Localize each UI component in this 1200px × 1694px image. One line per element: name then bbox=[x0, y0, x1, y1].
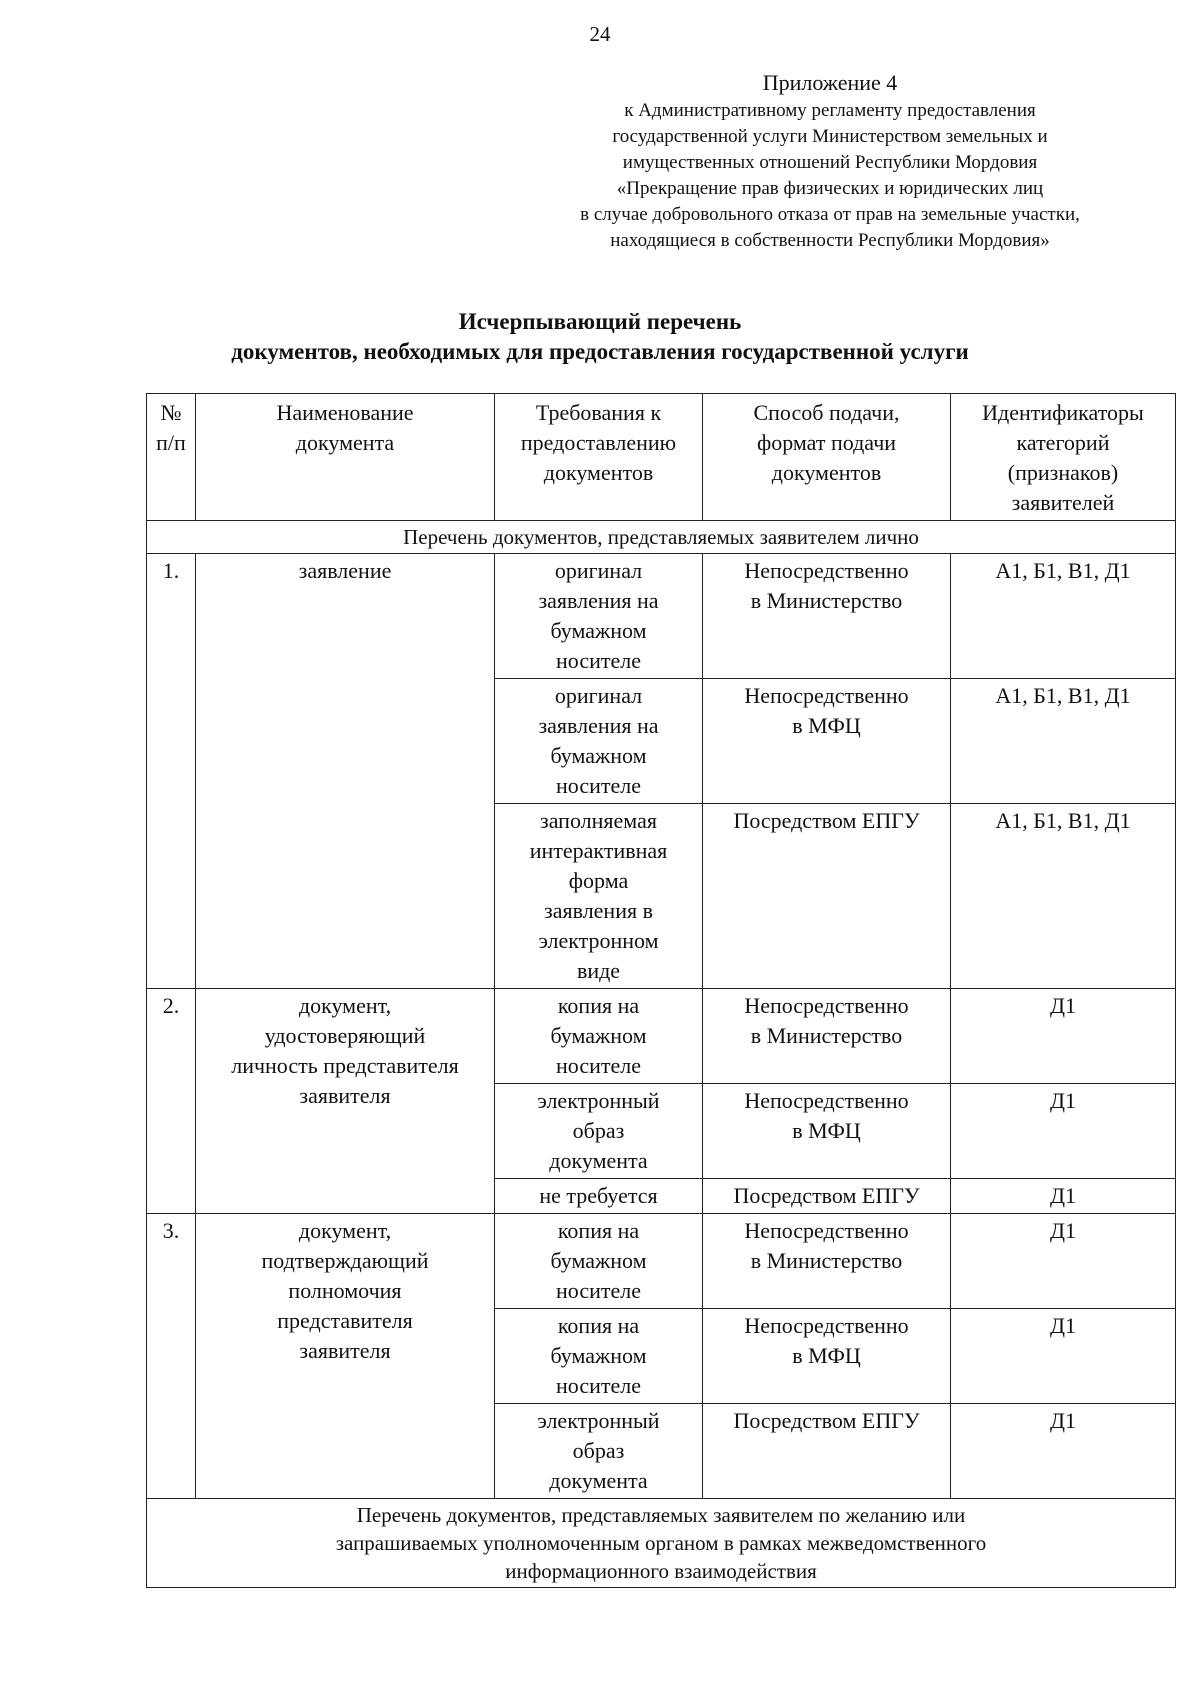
section-row bbox=[147, 1499, 1176, 1588]
doc-name: документ, подтверждающий полномочия представителя заявителя bbox=[196, 1214, 495, 1499]
header-identifiers: Идентификаторы категорий (признаков) заявителей bbox=[951, 394, 1176, 521]
appendix-line: к Административному регламенту предоставления bbox=[624, 100, 1036, 121]
requirement-cell: копия на бумажном носителе bbox=[495, 1214, 703, 1309]
identifiers-cell: Д1 bbox=[951, 1309, 1176, 1404]
table-row bbox=[147, 554, 1176, 679]
method-cell: Непосредственно в Министерство bbox=[703, 989, 951, 1084]
method-cell: Посредством ЕПГУ bbox=[703, 1404, 951, 1499]
identifiers-cell: Д1 bbox=[951, 1084, 1176, 1179]
title-line-2: документов, необходимых для предоставления государственной услуги bbox=[231, 339, 969, 364]
requirement-cell: копия на бумажном носителе bbox=[495, 1309, 703, 1404]
requirement-cell: электронный образ документа bbox=[495, 1404, 703, 1499]
identifiers-cell: А1, Б1, В1, Д1 bbox=[951, 679, 1176, 804]
requirement-cell: копия на бумажном носителе bbox=[495, 989, 703, 1084]
method-cell: Посредством ЕПГУ bbox=[703, 1179, 951, 1214]
appendix-line: государственной услуги Министерством земельных и bbox=[612, 126, 1048, 147]
identifiers-cell: Д1 bbox=[951, 989, 1176, 1084]
doc-number: 2. bbox=[147, 989, 196, 1214]
appendix-line: находящиеся в собственности Республики Мордовия» bbox=[610, 230, 1050, 251]
section-personal: Перечень документов, представляемых заявителем лично bbox=[147, 521, 1176, 554]
title-line-1: Исчерпывающий перечень bbox=[458, 309, 742, 334]
method-cell: Непосредственно в МФЦ bbox=[703, 1309, 951, 1404]
document-title bbox=[0, 307, 1200, 367]
appendix-line: имущественных отношений Республики Мордовия bbox=[622, 152, 1038, 173]
doc-name: документ, удостоверяющий личность представителя заявителя bbox=[196, 989, 495, 1214]
appendix-header bbox=[430, 68, 1200, 254]
doc-number: 3. bbox=[147, 1214, 196, 1499]
identifiers-cell: А1, Б1, В1, Д1 bbox=[951, 554, 1176, 679]
section-optional: Перечень документов, представляемых заявителем по желанию или запрашиваемых уполномоченным органом в рамках межведомственного информационного взаимодействия bbox=[147, 1499, 1176, 1588]
identifiers-cell: Д1 bbox=[951, 1179, 1176, 1214]
requirement-cell: электронный образ документа bbox=[495, 1084, 703, 1179]
requirement-cell: не требуется bbox=[495, 1179, 703, 1214]
identifiers-cell: А1, Б1, В1, Д1 bbox=[951, 804, 1176, 989]
header-method: Способ подачи, формат подачи документов bbox=[703, 394, 951, 521]
table-row bbox=[147, 989, 1176, 1084]
doc-name: заявление bbox=[196, 554, 495, 989]
table-header-row bbox=[147, 394, 1176, 521]
table-row bbox=[147, 1214, 1176, 1309]
appendix-title: Приложение 4 bbox=[762, 70, 898, 95]
documents-table bbox=[146, 393, 1176, 1588]
method-cell: Непосредственно в МФЦ bbox=[703, 679, 951, 804]
appendix-line: «Прекращение прав физических и юридических лиц bbox=[616, 178, 1044, 199]
header-name: Наименование документа bbox=[196, 394, 495, 521]
method-cell: Посредством ЕПГУ bbox=[703, 804, 951, 989]
method-cell: Непосредственно в Министерство bbox=[703, 1214, 951, 1309]
requirement-cell: оригинал заявления на бумажном носителе bbox=[495, 554, 703, 679]
appendix-line: в случае добровольного отказа от прав на земельные участки, bbox=[580, 204, 1080, 225]
requirement-cell: заполняемая интерактивная форма заявления в электронном виде bbox=[495, 804, 703, 989]
identifiers-cell: Д1 bbox=[951, 1214, 1176, 1309]
header-requirements: Требования к предоставлению документов bbox=[495, 394, 703, 521]
requirement-cell: оригинал заявления на бумажном носителе bbox=[495, 679, 703, 804]
method-cell: Непосредственно в Министерство bbox=[703, 554, 951, 679]
header-num: № п/п bbox=[147, 394, 196, 521]
method-cell: Непосредственно в МФЦ bbox=[703, 1084, 951, 1179]
doc-number: 1. bbox=[147, 554, 196, 989]
section-row bbox=[147, 521, 1176, 554]
identifiers-cell: Д1 bbox=[951, 1404, 1176, 1499]
page-number: 24 bbox=[589, 22, 611, 46]
